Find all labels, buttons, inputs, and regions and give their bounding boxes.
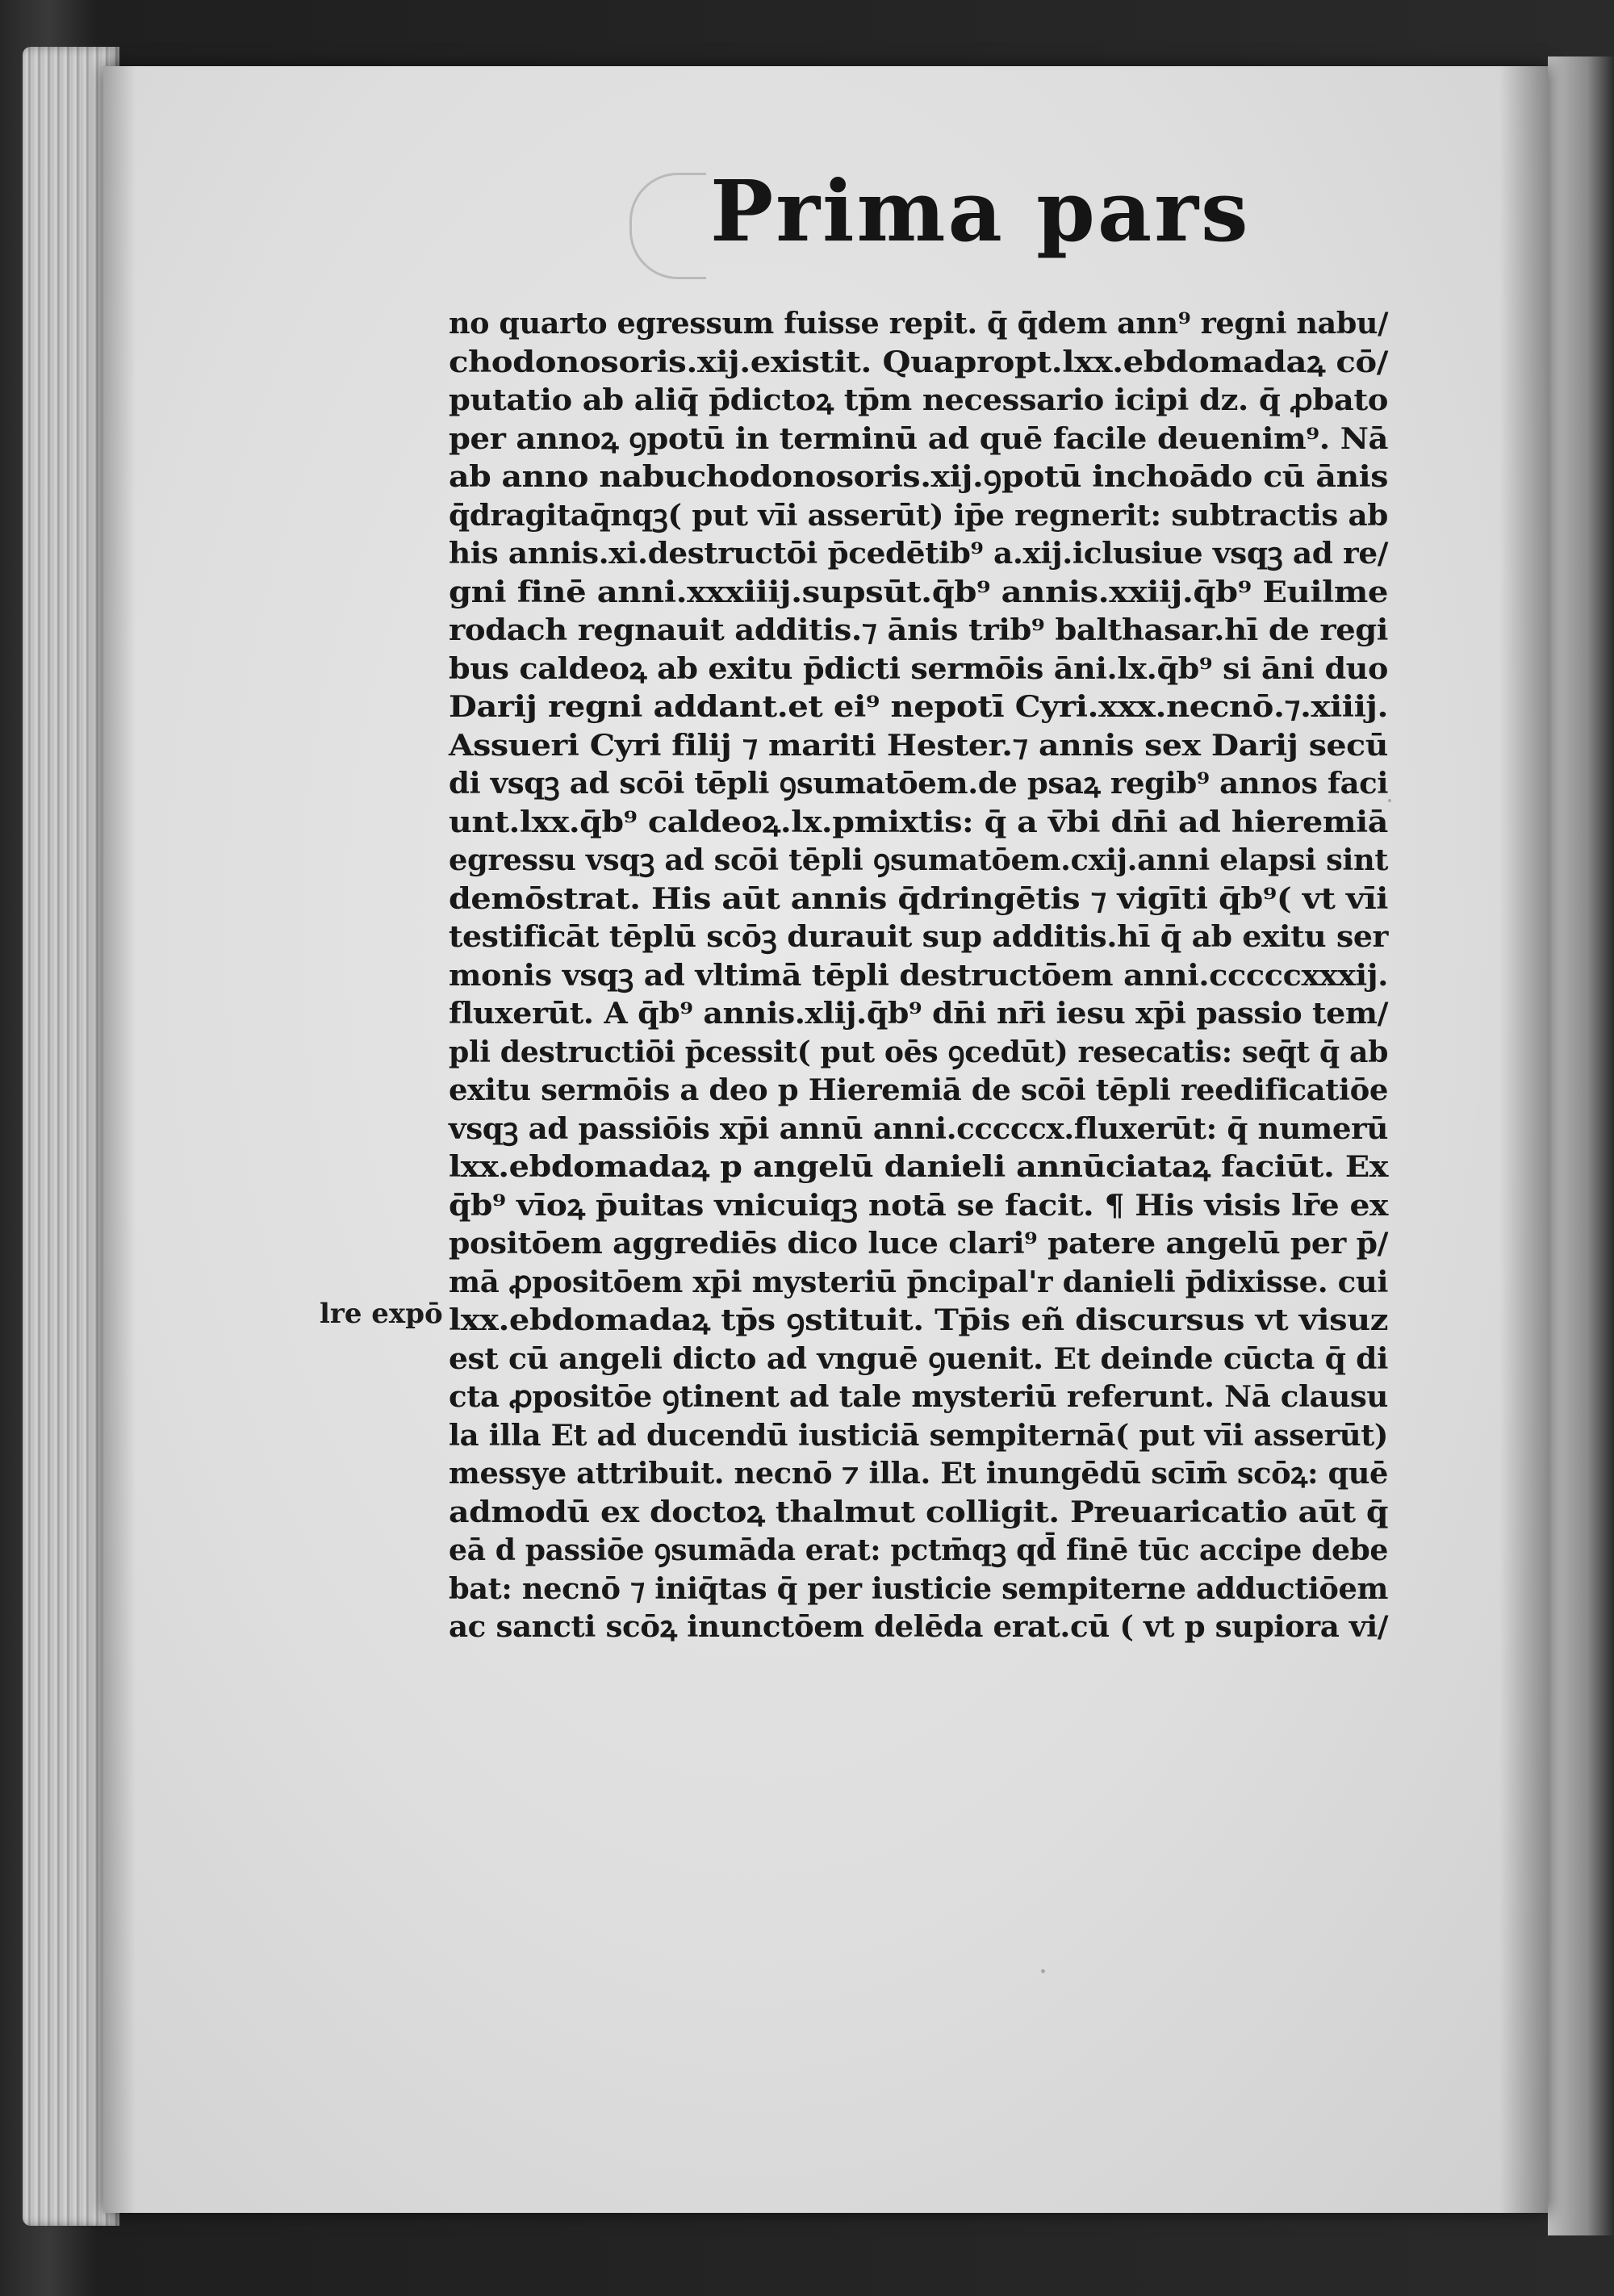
running-title: Prima pars xyxy=(710,161,1251,261)
text-line: messye attribuit. necnō ⁊ illa. Et inungēdū scīm̄ scōꝝ: quē xyxy=(449,1457,1388,1491)
text-line: q̄b⁹ vīoꝝ p̄uitas vnicuiqꝫ notā se facit. ¶ His visis lr̄e ex xyxy=(449,1188,1388,1223)
text-line: exitu sermōis a deo p Hieremiā de scōi tēpli reedificatiōe xyxy=(449,1073,1388,1107)
facing-page-edge xyxy=(1548,56,1614,2235)
text-line: Assueri Cyri filij ⁊ mariti Hester.⁊ annis sex Darij secū xyxy=(449,728,1388,763)
text-line: positōem aggrediēs dico luce clari⁹ patere angelū per p̄/ xyxy=(449,1227,1388,1261)
text-line: la illa Et ad ducendū iusticiā sempiternā( put vīi asserūt) xyxy=(449,1418,1388,1453)
text-line: cta ꝓpositōe ꝯtinent ad tale mysteriū referunt. Nā clausu xyxy=(449,1380,1388,1414)
text-line: gni finē anni.xxxiiij.supsūt.q̄b⁹ annis.xxiij.q̄b⁹ Euilme xyxy=(449,575,1388,609)
text-line: q̄dragitaq̄nqꝫ( put vīi asserūt) ip̄e regnerit: subtractis ab xyxy=(449,498,1388,533)
text-line: bat: necnō ⁊ iniq̄tas q̄ per iusticie sempiterne adductiōem xyxy=(449,1571,1388,1606)
text-line: fluxerūt. A q̄b⁹ annis.xlij.q̄b⁹ dn̄i nr̄i iesu xp̄i passio tem/ xyxy=(449,997,1388,1031)
text-line: eā d passiōe ꝯsumāda erat: pctm̄qꝫ qd̄ finē tūc accipe debe xyxy=(449,1533,1388,1567)
paper-speck xyxy=(1388,799,1391,802)
paper-speck xyxy=(1041,1969,1045,1973)
text-line: egressu vsqꝫ ad scōi tēpli ꝯsumatōem.cxij.anni elapsi sint xyxy=(449,843,1388,877)
text-line: Darij regni addant.et ei⁹ nepotī Cyri.xxx.necnō.⁊.xiiij. xyxy=(449,690,1388,724)
text-line: rodach regnauit additis.⁊ ānis trib⁹ balthasar.hī de regi xyxy=(449,613,1388,647)
text-line: admodū ex doctoꝝ thalmut colligit. Preuaricatio aūt q̄ xyxy=(449,1495,1388,1529)
text-line: chodonosoris.xij.existit. Quapropt.lxx.ebdomadaꝝ cō/ xyxy=(449,345,1388,379)
text-line: unt.lxx.q̄b⁹ caldeoꝝ.lx.pmixtis: q̄ a v̄bi dn̄i ad hieremiā xyxy=(449,805,1388,839)
text-line: lxx.ebdomadaꝝ tp̄s ꝯstituit. Tp̄is eñ discursus vt visuz xyxy=(449,1303,1389,1337)
text-line: est cū angeli dicto ad vnguē ꝯuenit. Et deinde cūcta q̄ di xyxy=(449,1341,1388,1376)
text-line: ab anno nabuchodonosoris.xij.ꝯpotū inchoādo cū ānis xyxy=(449,460,1388,494)
text-line: vsqꝫ ad passiōis xp̄i annū anni.cccccx.fluxerūt: q̄ numerū xyxy=(449,1111,1388,1146)
text-line: putatio ab aliq̄ p̄dictoꝝ tp̄m necessario icipi dz. q̄ ꝓbato xyxy=(449,383,1388,417)
gutter-shadow xyxy=(103,66,136,2213)
text-line: per annoꝝ ꝯpotū in terminū ad quē facile deuenim⁹. Nā xyxy=(449,421,1388,456)
text-line: mā ꝓpositōem xp̄i mysteriū p̄ncipal'r danieli p̄dixisse. cui xyxy=(449,1265,1388,1299)
initial-ornament-icon xyxy=(629,173,706,279)
page-fold-shadow xyxy=(1499,66,1548,2213)
text-line: di vsqꝫ ad scōi tēpli ꝯsumatōem.de psaꝝ regib⁹ annos faci xyxy=(449,767,1388,801)
text-line: no quarto egressum fuisse repit. q̄ q̄dem ann⁹ regni nabu/ xyxy=(449,307,1388,341)
text-line: his annis.xi.destructōi p̄cedētib⁹ a.xij.iclusiue vsqꝫ ad re/ xyxy=(449,537,1388,571)
text-line: lxx.ebdomadaꝝ p angelū danieli annūciataꝝ faciūt. Ex xyxy=(449,1150,1388,1184)
text-line: pli destructiōi p̄cessit( put oēs ꝯcedūt) resecatis: seq̄t q̄ ab xyxy=(449,1035,1388,1069)
text-line: testificāt tēplū scōꝫ durauit sup additis.hī q̄ ab exitu ser xyxy=(449,920,1388,954)
body-text-block xyxy=(449,305,1388,1647)
margin-note: lre expō xyxy=(320,1298,443,1330)
text-line: monis vsqꝫ ad vltimā tēpli destructōem anni.cccccxxxij. xyxy=(449,958,1388,993)
text-line: demōstrat. His aūt annis q̄dringētis ⁊ vigīti q̄b⁹( vt vīi xyxy=(449,881,1388,916)
text-line: ac sancti scōꝝ inunctōem delēda erat.cū ( vt p supiora vi/ xyxy=(449,1610,1388,1644)
page-header xyxy=(629,161,1251,282)
paper-speck xyxy=(1243,936,1248,941)
text-line: bus caldeoꝝ ab exitu p̄dicti sermōis āni.lx.q̄b⁹ si āni duo xyxy=(449,651,1388,686)
